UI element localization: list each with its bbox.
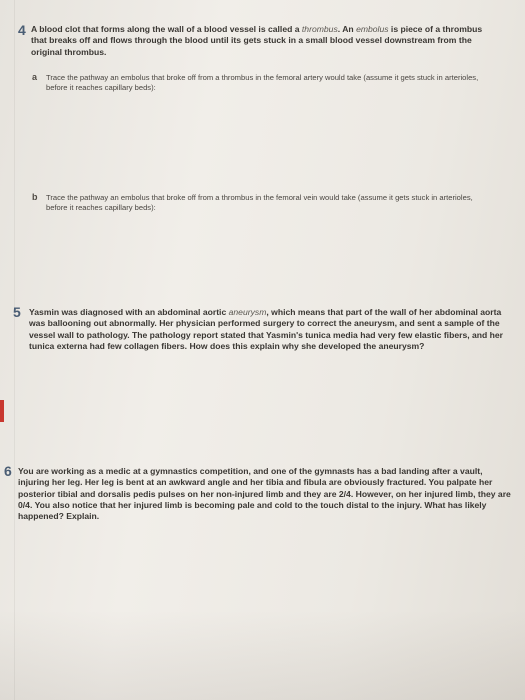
question-6-text: You are working as a medic at a gymnastics competition, and one of the gymnasts has a bad landing after a vault, injuring her leg. Her leg is bent at an awkward angle and her tibia and fibula are obviously fractured. You palpate her posterior tibial and dorsalis pedis pulses on her non-injured limb and they are 2/4. However, on her injured limb, they are 0/4. You also notice that her injured limb is becoming pale and cold to the touch distal to the injury. What has likely happened? Explain.	[18, 466, 511, 522]
red-margin-mark	[0, 400, 4, 422]
page-margin-line	[14, 0, 15, 700]
question-5-text-part: Yasmin was diagnosed with an abdominal aortic	[29, 307, 229, 317]
question-5-text-part: , which means that part of the wall of her abdominal aorta was ballooning out abnormally. Her physician performed surgery to correct the aneurysm, and sent a sample of the vessel wall to pathology. The pathology report stated that Yasmin's tunica media had very few elastic fibers, and her tunica externa had few collagen fibers. How does this explain why she developed the aneurysm?	[29, 307, 504, 351]
question-5-text	[29, 307, 505, 352]
question-5-number: 5	[13, 304, 21, 320]
question-4-text	[31, 24, 495, 58]
question-4a-label: a	[32, 72, 38, 82]
question-4a-text: Trace the pathway an embolus that broke off from a thrombus in the femoral artery would take (assume it gets stuck in arterioles, before it reaches capillary beds):	[46, 73, 479, 93]
term-thrombus: thrombus	[301, 24, 338, 34]
page-shadow	[0, 610, 525, 700]
term-embolus: embolus	[356, 24, 389, 34]
question-4-number: 4	[18, 22, 26, 38]
question-4b-label: b	[32, 192, 38, 202]
question-6-number: 6	[4, 463, 12, 479]
question-4b-text: Trace the pathway an embolus that broke off from a thrombus in the femoral vein would take (assume it gets stuck in arterioles, before it reaches capillary beds):	[46, 193, 473, 213]
question-4-text-part: . An	[337, 24, 357, 34]
question-4-text-part: A blood clot that forms along the wall of a blood vessel is called a	[31, 24, 302, 34]
term-aneurysm: aneurysm	[228, 307, 267, 317]
question-4-text-part: is piece of a thrombus that breaks off and flows through the blood until its gets stuck in a small blood vessel downstream from the original thrombus.	[31, 24, 483, 57]
